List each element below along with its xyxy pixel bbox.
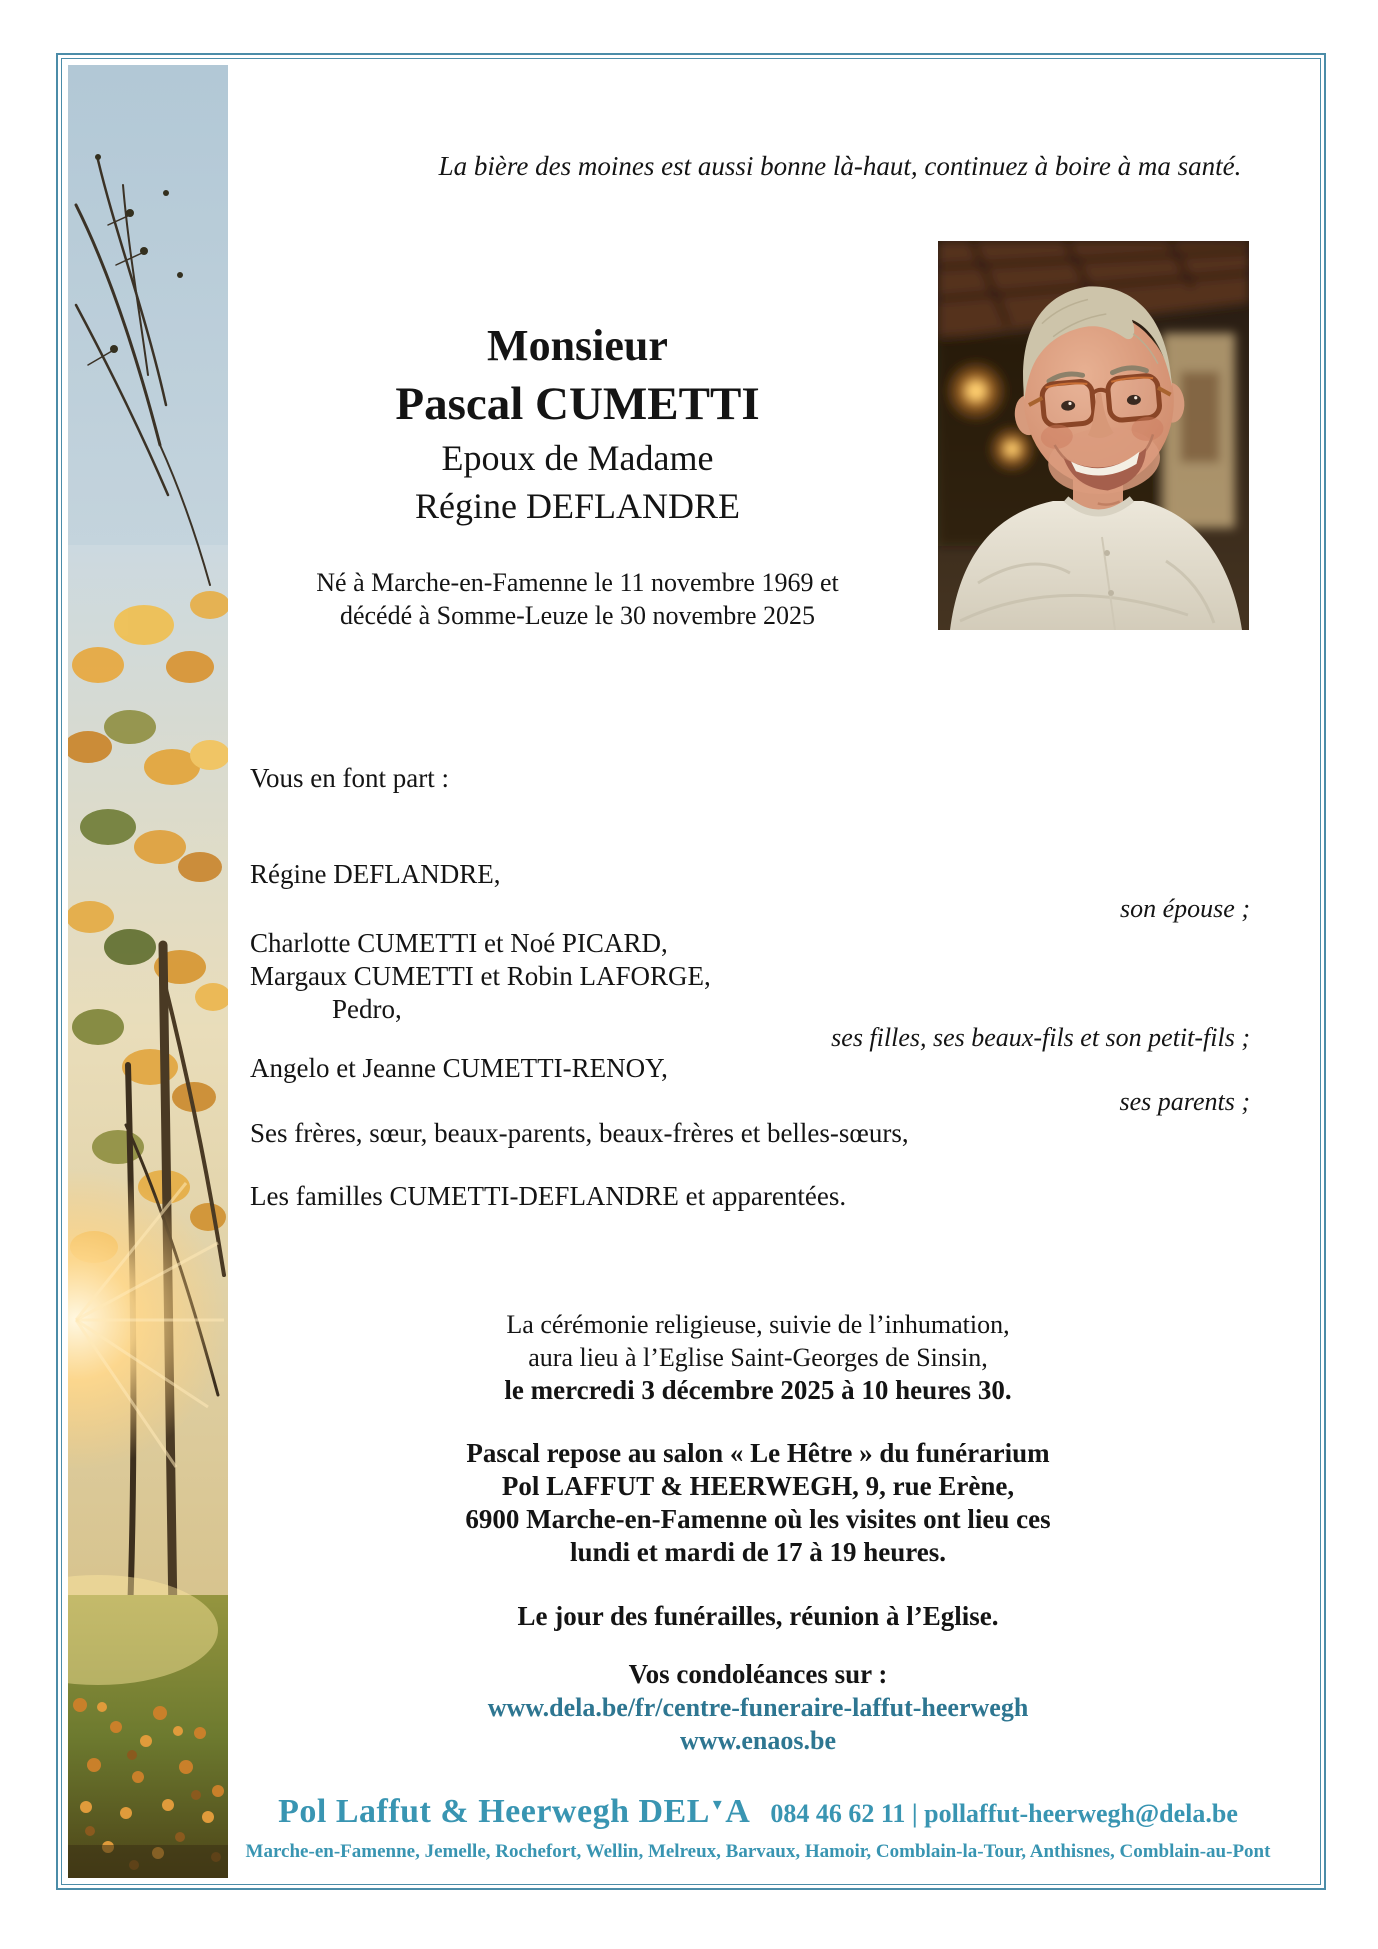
epitaph-quote: La bière des moines est aussi bonne là-haut, continuez à boire à ma santé. <box>438 151 1242 181</box>
announcer-siblings: Ses frères, sœur, beaux-parents, beaux-frères et belles-sœurs, <box>250 1118 909 1148</box>
ceremony-date: le mercredi 3 décembre 2025 à 10 heures 30. <box>504 1375 1012 1405</box>
contact-separator: | <box>911 1799 918 1828</box>
repose-line-1: Pascal repose au salon « Le Hêtre » du funérarium <box>466 1438 1050 1468</box>
birth-line: Né à Marche-en-Famenne le 11 novembre 1969 et <box>316 568 839 597</box>
condolences-block <box>300 1658 1216 1757</box>
funeral-home-brand-line <box>278 1793 1238 1831</box>
spouse-name: Régine DEFLANDRE <box>415 486 740 526</box>
deceased-honorific: Monsieur <box>487 321 668 370</box>
funeral-home-name <box>278 1793 750 1831</box>
repose-line-2: Pol LAFFUT & HEERWEGH, 9, rue Erène, <box>501 1471 1015 1501</box>
announcer-daughter-2: Margaux CUMETTI et Robin LAFORGE, <box>250 961 711 991</box>
condolences-link-dela[interactable]: www.dela.be/fr/centre-funeraire-laffut-heerwegh <box>487 1693 1029 1722</box>
portrait-photo <box>938 241 1249 630</box>
deceased-name: Pascal CUMETTI <box>395 378 760 430</box>
autumn-trees-photo <box>68 65 228 1878</box>
ceremony-line-2: aura lieu à l’Eglise Saint-Georges de Sinsin, <box>528 1343 988 1372</box>
announcer-parents: Angelo et Jeanne CUMETTI-RENOY, <box>250 1053 668 1083</box>
repose-line-3: 6900 Marche-en-Famenne où les visites ont lieu ces <box>465 1504 1051 1534</box>
relation-spouse: son épouse ; <box>1120 894 1250 923</box>
relation-parents: ses parents ; <box>1119 1087 1250 1116</box>
phone-number: 084 46 62 11 <box>770 1799 906 1828</box>
condolences-link-enaos[interactable]: www.enaos.be <box>679 1726 836 1755</box>
spouse-intro: Epoux de Madame <box>441 438 714 478</box>
repose-block <box>300 1437 1216 1569</box>
dela-triangle-mark: ▼ <box>709 1797 726 1814</box>
email-address[interactable]: pollaffut-heerwegh@dela.be <box>924 1799 1238 1828</box>
announcer-grandson: Pedro, <box>332 994 402 1024</box>
ceremony-block <box>300 1308 1216 1407</box>
repose-line-4: lundi et mardi de 17 à 19 heures. <box>569 1537 947 1567</box>
dela-logo <box>638 1793 750 1830</box>
announcer-daughter-1: Charlotte CUMETTI et Noé PICARD, <box>250 928 668 958</box>
dela-logo-prefix: DEL <box>638 1793 710 1830</box>
relation-children: ses filles, ses beaux-fils et son petit-fils ; <box>831 1023 1250 1052</box>
dela-logo-suffix: A <box>725 1793 751 1830</box>
deceased-title-block <box>240 318 915 632</box>
announcer-families: Les familles CUMETTI-DEFLANDRE et apparentées. <box>250 1181 847 1211</box>
funeral-home-contact <box>770 1799 1238 1829</box>
condolences-label: Vos condoléances sur : <box>628 1659 888 1689</box>
death-line: décédé à Somme-Leuze le 30 novembre 2025 <box>339 601 816 630</box>
ceremony-line-1: La cérémonie religieuse, suivie de l’inhumation, <box>506 1310 1010 1339</box>
funeral-day-note: Le jour des funérailles, réunion à l’Eglise. <box>517 1601 999 1631</box>
spacer <box>240 530 915 566</box>
announcement-intro: Vous en font part : <box>250 763 449 793</box>
grass-and-leaf-litter <box>68 1575 228 1878</box>
announcer-spouse: Régine DEFLANDRE, <box>250 859 501 889</box>
funeral-home-locations: Marche-en-Famenne, Jemelle, Rochefort, Wellin, Melreux, Barvaux, Hamoir, Comblain-la-Tour, Anthisnes, Comblain-au-Pont <box>245 1841 1271 1862</box>
funeral-home-name-text: Pol Laffut & Heerwegh <box>278 1793 630 1830</box>
